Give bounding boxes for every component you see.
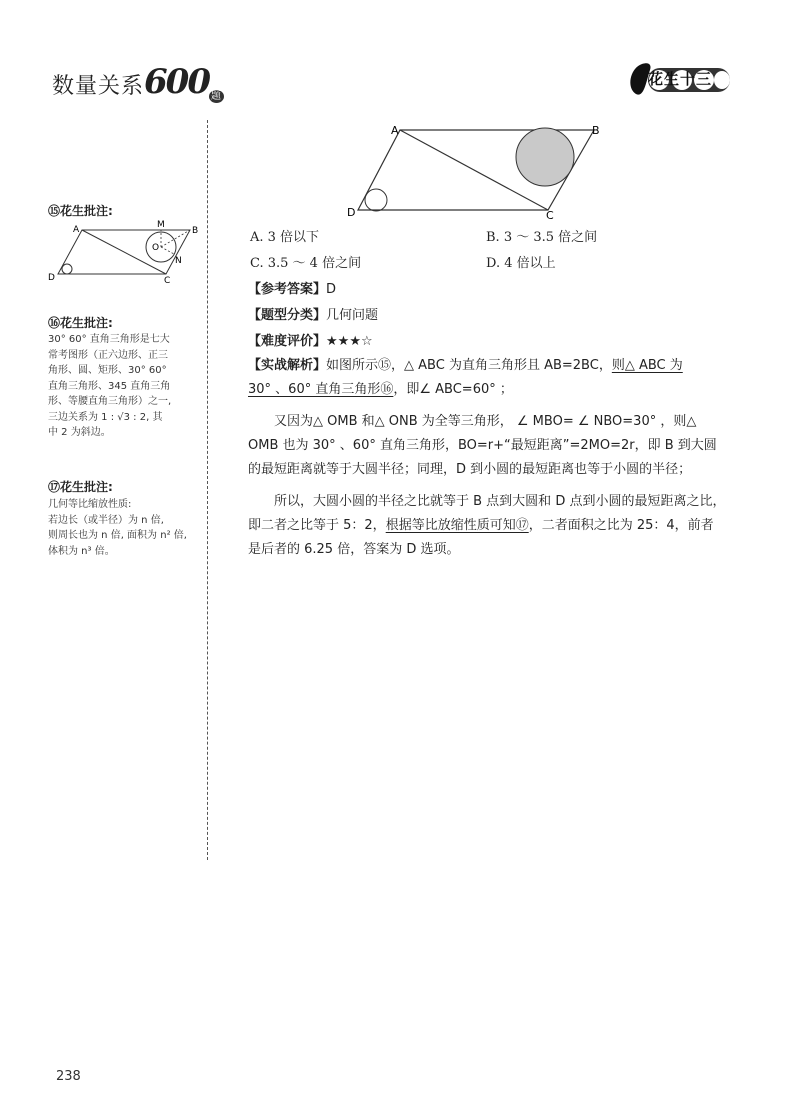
option-b: B. 3 ～ 3.5 倍之间 xyxy=(486,230,598,245)
small-circle xyxy=(365,189,387,211)
note-17-body xyxy=(48,497,200,559)
note-17-line: 体积为 n³ 倍。 xyxy=(48,545,115,557)
note-17-title: ⑰花生批注: xyxy=(48,480,113,494)
difficulty-stars: ★★★☆ xyxy=(326,334,373,349)
book-title-number: 600 xyxy=(144,62,209,102)
note-15-label-a: A xyxy=(73,225,80,235)
analysis-text: 如图所示⑮，△ ABC 为直角三角形且 AB=2BC， xyxy=(326,358,612,373)
answer-row xyxy=(248,278,336,297)
note-15-label-c: C xyxy=(164,276,171,286)
label-c: C xyxy=(546,209,554,222)
note-16-line: 中 2 为斜边。 xyxy=(48,427,111,438)
page-number: 238 xyxy=(56,1069,81,1084)
brand-name: 花生十三 xyxy=(648,70,713,88)
option-a: A. 3 倍以下 xyxy=(250,230,320,245)
note-17-line: 则周长也为 n 倍, 面积为 n² 倍, xyxy=(48,530,187,541)
note-16-body xyxy=(48,332,200,441)
difficulty-label: 【难度评价】 xyxy=(248,334,327,349)
analysis-label: 【实战解析】 xyxy=(248,358,327,373)
category-row xyxy=(248,304,378,323)
note-16-line: 30° 60° 直角三角形是七大 xyxy=(48,334,170,345)
category-value: 几何问题 xyxy=(326,308,379,323)
note-16-line: 三边关系为 1 : √3 : 2, 其 xyxy=(48,411,163,423)
answer-label: 【参考答案】 xyxy=(248,282,327,297)
answer-value: D xyxy=(326,282,337,297)
note-16-line: 角形、圆、矩形、30° 60° xyxy=(48,365,167,376)
note-17-subtitle: 几何等比缩放性质: xyxy=(48,499,132,510)
option-c: C. 3.5 ～ 4 倍之间 xyxy=(250,256,362,271)
note-16-title: ⑯花生批注: xyxy=(48,316,113,330)
label-a: A xyxy=(391,124,399,137)
note-15-label-o: O xyxy=(152,243,160,253)
note-16-line: 直角三角形、345 直角三角 xyxy=(48,380,171,392)
large-circle xyxy=(516,128,574,186)
analysis-paragraph-3 xyxy=(248,490,726,562)
note-15-line-on xyxy=(161,247,174,254)
note-17-line: 若边长（或半径）为 n 倍, xyxy=(48,514,164,526)
analysis-paragraph-1 xyxy=(248,354,726,402)
analysis-text-underlined: 30° 、60° 直角三角形⑯ xyxy=(248,382,394,397)
analysis-text-underlined: 则△ ABC 为 xyxy=(611,358,683,373)
analysis-text: ，二者面积之比为 25：4，前者是后者的 6.25 倍，答案为 D 选项。 xyxy=(248,518,714,557)
note-15-title: ⑮花生批注: xyxy=(48,204,113,218)
difficulty-row xyxy=(248,330,373,349)
note-16-line: 常考图形（正六边形、正三 xyxy=(48,349,168,361)
analysis-text-underlined: 根据等比放缩性质可知⑰ xyxy=(385,518,529,533)
column-divider xyxy=(207,120,208,860)
note-15-label-n: N xyxy=(175,256,182,266)
note-15-label-d: D xyxy=(48,273,55,283)
note-15-label-m: M xyxy=(157,220,165,230)
analysis-text: ，即∠ ABC=60° ； xyxy=(393,382,513,397)
category-label: 【题型分类】 xyxy=(248,308,327,323)
book-title-text: 数量关系 xyxy=(52,74,145,99)
note-16-line: 形、等腰直角三角形）之一, xyxy=(48,396,172,407)
note-15-figure xyxy=(44,220,204,286)
book-title xyxy=(52,62,224,102)
analysis-text: 所以，大圆小圆的半径之比就等于 B 点到大圆和 D 点到小圆的最短距离之比，即二者之比等于 5：2， xyxy=(248,494,726,533)
label-b: B xyxy=(592,124,600,137)
parallelogram-figure xyxy=(338,118,618,222)
note-15-label-b: B xyxy=(192,226,199,236)
book-title-suffix: 题 xyxy=(211,91,222,102)
option-d: D. 4 倍以上 xyxy=(486,256,556,271)
analysis-paragraph-2: 又因为△ OMB 和△ ONB 为全等三角形， ∠ MBO= ∠ NBO=30° ，则△ OMB 也为 30° 、60° 直角三角形，BO=r+“最短距离”=2MO=2r，即 B 到大圆的最短距离就等于大圆半径；同理，D 到小圆的最短距离也等于小圆的半径； xyxy=(248,414,717,477)
label-d: D xyxy=(347,206,356,219)
note-15-small-circle xyxy=(62,264,72,274)
